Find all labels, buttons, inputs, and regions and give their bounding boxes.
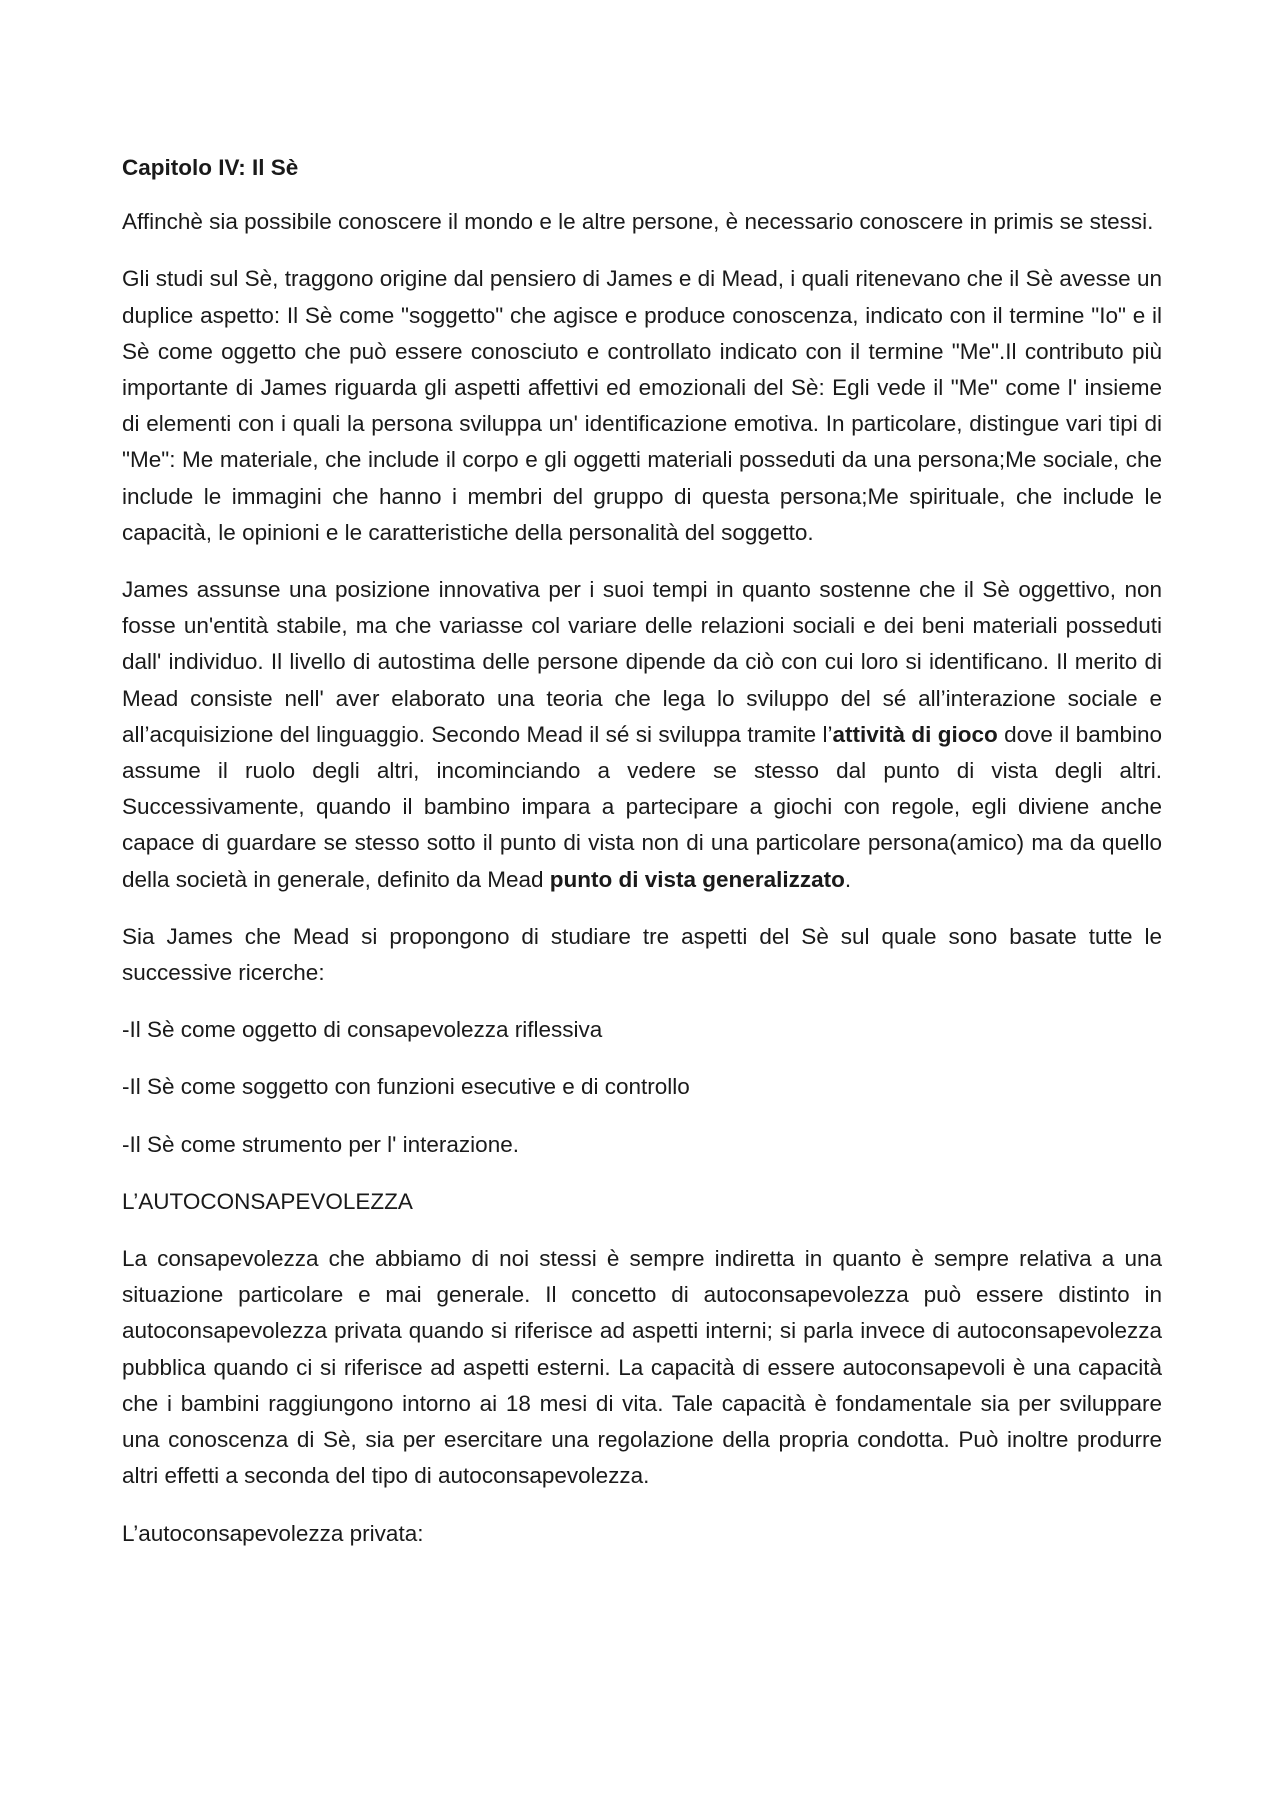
document-page	[122, 150, 1162, 1573]
list-item: -Il Sè come oggetto di consapevolezza riflessiva	[122, 1017, 603, 1043]
list-item: -Il Sè come soggetto con funzioni esecutive e di controllo	[122, 1074, 690, 1100]
paragraph-intro: Affinchè sia possibile conoscere il mondo e le altre persone, è necessario conoscere in primis se stessi.	[122, 209, 1154, 235]
list-item: -Il Sè come strumento per l' interazione.	[122, 1131, 519, 1157]
section-heading: L’AUTOCONSAPEVOLEZZA	[122, 1188, 413, 1214]
paragraph-private: L’autoconsapevolezza privata:	[122, 1520, 424, 1546]
bold-term-generalizzato: punto di vista generalizzato	[549, 866, 845, 892]
paragraph-mead-theory	[122, 572, 1162, 898]
paragraph-james-mead: Gli studi sul Sè, traggono origine dal pensiero di James e di Mead, i quali ritenevano che il Sè avesse un duplice aspetto: Il Sè come "soggetto" che agisce e produce conoscenza, indicato con il termine "Io" e il Sè come oggetto che può essere conosciuto e controllato indicato con il termine "Me".Il contributo più importante di James riguarda gli aspetti affettivi ed emozionali del Sè: Egli vede il "Me" come l' insieme di elementi con i quali la persona sviluppa un' identificazione emotiva. In particolare, distingue vari tipi di "Me": Me materiale, che include il corpo e gli oggetti materiali posseduti da una persona;Me sociale, che include le immagini che hanno i membri del gruppo di questa persona;Me spirituale, che include le capacità, le opinioni e le caratteristiche della personalità del soggetto.	[122, 266, 1162, 545]
text-run: .	[844, 866, 852, 892]
bold-term-gioco: attività di gioco	[832, 721, 998, 747]
text-run: James assunse una posizione innovativa per i suoi tempi in quanto sostenne che il Sè oggettivo, non fosse un'entità stabile, ma che variasse col variare delle relazioni sociali e dei beni materiali posseduti dall' individuo. Il livello di autostima delle persone dipende da ciò con cui loro si identificano. Il merito di Mead consiste nell' aver elaborato una teoria che lega lo sviluppo del sé all’interazione sociale e all’acquisizione del linguaggio. Secondo Mead il sé si sviluppa tramite l’	[122, 577, 1162, 747]
paragraph-autoconsapevolezza: La consapevolezza che abbiamo di noi stessi è sempre indiretta in quanto è sempre relativa a una situazione particolare e mai generale. Il concetto di autoconsapevolezza può essere distinto in autoconsapevolezza privata quando si riferisce ad aspetti interni; si parla invece di autoconsapevolezza pubblica quando ci si riferisce ad aspetti esterni. La capacità di essere autoconsapevoli è una capacità che i bambini raggiungono intorno ai 18 mesi di vita. Tale capacità è fondamentale sia per sviluppare una conoscenza di Sè, sia per esercitare una regolazione della propria condotta. Può inoltre produrre altri effetti a seconda del tipo di autoconsapevolezza.	[122, 1246, 1162, 1489]
paragraph-three-aspects: Sia James che Mead si propongono di studiare tre aspetti del Sè sul quale sono basate tutte le successive ricerche:	[122, 923, 1162, 986]
chapter-title: Capitolo IV: Il Sè	[122, 155, 299, 180]
text-run: dove il bambino assume il ruolo degli altri, incominciando a vedere se stesso dal punto di vista degli altri. Successivamente, quando il bambino impara a partecipare a giochi con regole, egli diviene anche capace di guardare se stesso sotto il punto di vista non di una particolare persona(amico) ma da quello della società in generale, definito da Mead	[122, 721, 1162, 892]
